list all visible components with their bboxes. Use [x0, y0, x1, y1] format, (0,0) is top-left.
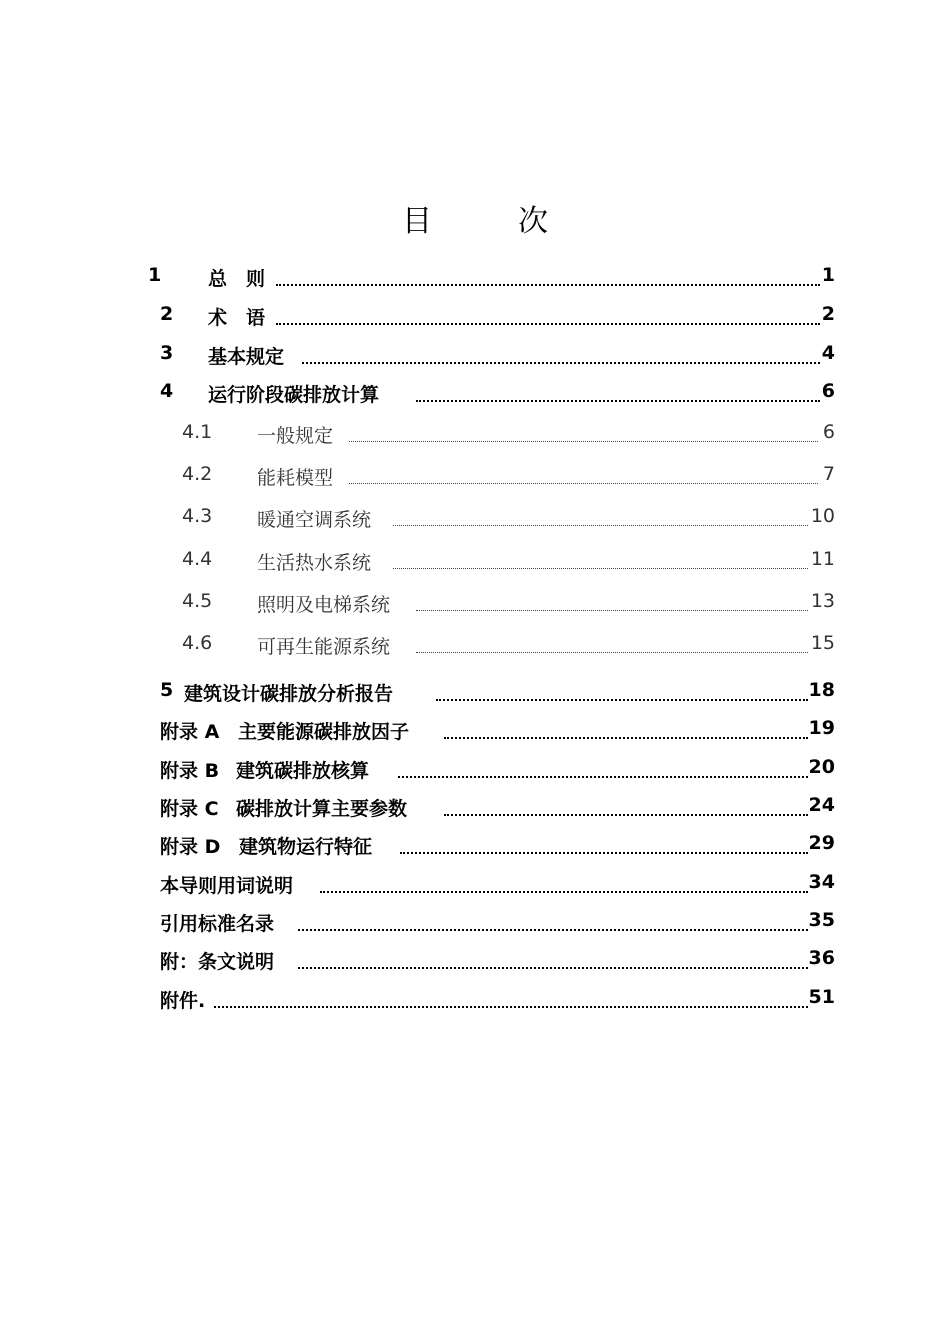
toc-entry[interactable]: [0, 830, 950, 860]
toc-entry-label: 照明及电梯系统: [257, 594, 391, 616]
toc-entry[interactable]: [0, 754, 950, 784]
toc-entry-page: 35: [808, 909, 835, 931]
toc-entry-number: 附录 D: [160, 836, 221, 858]
toc-entry[interactable]: [0, 984, 950, 1014]
toc-entry-page: 20: [808, 756, 835, 778]
dot-leader: [393, 510, 808, 526]
toc-entry-label: 引用标准名录: [160, 913, 275, 935]
dot-leader: [298, 914, 808, 931]
toc-entry-page: 15: [810, 632, 835, 654]
toc-subentry[interactable]: [0, 546, 950, 576]
dot-leader: [416, 385, 820, 402]
toc-entry-page: 36: [808, 947, 835, 969]
toc-entry-page: 1: [821, 264, 835, 286]
toc-entry-number: 4: [160, 380, 174, 402]
toc-entry-label: 运行阶段碳排放计算: [208, 384, 380, 406]
toc-entry-label: 一般规定: [257, 425, 334, 447]
toc-entry[interactable]: [0, 715, 950, 745]
toc-entry-number: 4.6: [182, 632, 213, 654]
toc-entry-label: 可再生能源系统: [257, 636, 391, 658]
toc-entry-page: 6: [821, 380, 835, 402]
toc-subentry[interactable]: [0, 461, 950, 491]
toc-entry-label: 附件.: [160, 990, 206, 1012]
toc-entry-label: 能耗模型: [257, 467, 334, 489]
dot-leader: [349, 468, 818, 484]
dot-leader: [444, 722, 808, 739]
dot-leader: [393, 553, 808, 569]
toc-entry-number: 3: [160, 342, 174, 364]
toc-entry-label: 生活热水系统: [257, 552, 372, 574]
toc-entry-page: 29: [808, 832, 835, 854]
toc-entry-page: 2: [821, 303, 835, 325]
toc-entry-label: 建筑物运行特征: [239, 836, 373, 858]
toc-entry-number: 附录 B: [160, 760, 220, 782]
toc-entry-page: 7: [822, 463, 835, 485]
toc-subentry[interactable]: [0, 588, 950, 618]
dot-leader: [298, 952, 808, 969]
toc-entry[interactable]: [0, 378, 950, 408]
toc-entry-page: 18: [808, 679, 835, 701]
toc-entry[interactable]: [0, 792, 950, 822]
toc-entry-label: 主要能源碳排放因子: [238, 721, 410, 743]
dot-leader: [436, 684, 808, 701]
toc-entry[interactable]: [0, 869, 950, 899]
toc-title: 目 次: [402, 204, 576, 239]
toc-entry-number: 附录 C: [160, 798, 219, 820]
toc-entry-page: 19: [808, 717, 835, 739]
toc-entry-page: 34: [808, 871, 835, 893]
dot-leader: [276, 269, 820, 286]
toc-entry-page: 6: [822, 421, 835, 443]
dot-leader: [214, 991, 808, 1008]
toc-entry-page: 11: [810, 548, 835, 570]
toc-entry-page: 51: [808, 986, 835, 1008]
toc-entry-label: 暖通空调系统: [257, 509, 372, 531]
toc-entry-label: 总 则: [208, 268, 266, 290]
toc-entry-label: 附：条文说明: [160, 951, 275, 973]
dot-leader: [444, 799, 808, 816]
toc-entry-label: 术 语: [208, 307, 266, 329]
toc-entry-number: 4.3: [182, 505, 213, 527]
toc-subentry[interactable]: [0, 419, 950, 449]
toc-subentry[interactable]: [0, 503, 950, 533]
dot-leader: [302, 347, 820, 364]
toc-entry[interactable]: [0, 301, 950, 331]
dot-leader: [400, 837, 808, 854]
toc-entry-page: 10: [810, 505, 835, 527]
toc-entry-label: 碳排放计算主要参数: [236, 798, 408, 820]
toc-entry-number: 2: [160, 303, 174, 325]
dot-leader: [416, 595, 808, 611]
toc-entry-label: 建筑设计碳排放分析报告: [184, 683, 394, 705]
dot-leader: [416, 637, 808, 653]
dot-leader: [276, 308, 820, 325]
dot-leader: [320, 876, 808, 893]
toc-entry-label: 基本规定: [208, 346, 285, 368]
toc-entry-page: 4: [821, 342, 835, 364]
toc-entry-page: 24: [808, 794, 835, 816]
toc-entry[interactable]: [0, 262, 950, 292]
toc-entry-page: 13: [810, 590, 835, 612]
toc-entry[interactable]: [0, 677, 950, 707]
toc-entry-number: 4.2: [182, 463, 213, 485]
dot-leader: [398, 761, 808, 778]
toc-entry-label: 本导则用词说明: [160, 875, 294, 897]
toc-entry-number: 5: [160, 679, 174, 701]
toc-entry[interactable]: [0, 340, 950, 370]
toc-entry-number: 1: [148, 264, 162, 286]
dot-leader: [349, 426, 818, 442]
toc-entry-number: 附录 A: [160, 721, 220, 743]
toc-entry-label: 建筑碳排放核算: [236, 760, 370, 782]
toc-entry-number: 4.5: [182, 590, 213, 612]
toc-entry-number: 4.1: [182, 421, 213, 443]
toc-entry-number: 4.4: [182, 548, 213, 570]
toc-subentry[interactable]: [0, 630, 950, 660]
toc-entry[interactable]: [0, 907, 950, 937]
toc-entry[interactable]: [0, 945, 950, 975]
